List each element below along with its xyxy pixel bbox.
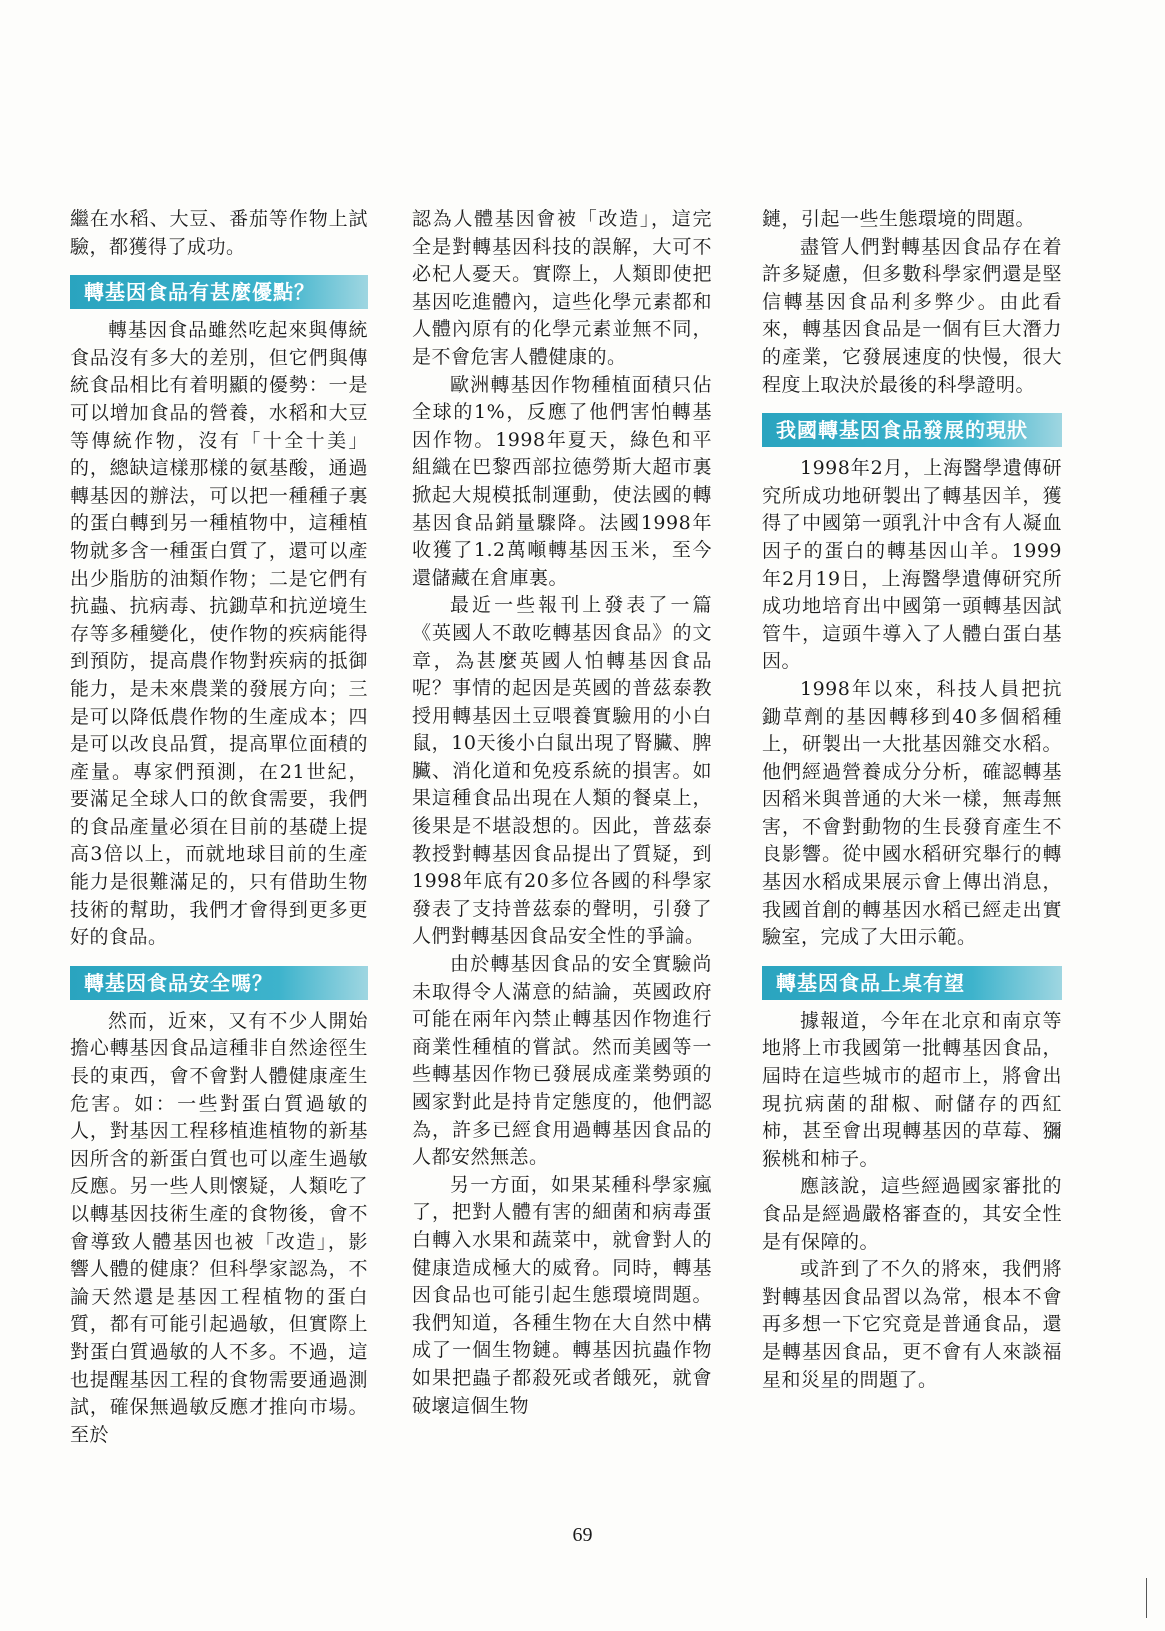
paragraph: 鏈，引起一些生態環境的問題。 [762,208,1036,230]
paragraph: 或許到了不久的將來，我們將對轉基因食品習以為常，根本不會再多想一下它究竟是普通食品，還是轉基因食品，更不會有人來談福星和災星的問題了。 [762,1258,1062,1391]
scan-edge-mark [1132,1578,1147,1618]
paragraph: 認為人體基因會被「改造」，這完全是對轉基因科技的誤解，大可不必杞人憂天。實際上，人類即使把基因吃進體內，這些化學元素都和人體內原有的化學元素並無不同，是不會危害人體健康的。 [412,208,712,368]
paragraph: 盡管人們對轉基因食品存在着許多疑慮，但多數科學家們還是堅信轉基因食品利多弊少。由此看來，轉基因食品是一個有巨大潛力的產業，它發展速度的快慢，很大程度上取決於最後的科學證明。 [762,235,1062,396]
paragraph: 另一方面，如果某種科學家瘋了，把對人體有害的細菌和病毒蛋白轉入水果和蔬菜中，就會對人的健康造成極大的威脅。同時，轉基因食品也可能引起生態環境問題。我們知道，各種生物在大自然中構成了一個生物鏈。轉基因抗蟲作物如果把蟲子都殺死或者餓死，就會破壞這個生物 [412,1173,712,1417]
section-heading-safety: 轉基因食品安全嗎？ [70,966,368,1000]
column-3 [762,206,1062,1394]
paragraph: 歐洲轉基因作物種植面積只佔全球的1%，反應了他們害怕轉基因作物。1998年夏天，綠色和平組織在巴黎西部拉德勞斯大超市裏掀起大規模抵制運動，使法國的轉基因食品銷量驟降。法國1998年收獲了1.2萬噸轉基因玉米，至今還儲藏在倉庫裏。 [412,373,712,589]
paragraph: 1998年2月，上海醫學遺傳研究所成功地研製出了轉基因羊，獲得了中國第一頭乳汁中含有人凝血因子的蛋白的轉基因山羊。1999年2月19日，上海醫學遺傳研究所成功地培育出中國第一頭轉基因試管牛，這頭牛導入了人體白蛋白基因。 [762,457,1062,673]
paragraph: 繼在水稻、大豆、番茄等作物上試驗，都獲得了成功。 [70,208,368,258]
paragraph: 1998年以來，科技人員把抗鋤草劑的基因轉移到40多個稻種上，研製出一大批基因雜交水稻。他們經過營養成分分析，確認轉基因稻米與普通的大米一樣，無毒無害，不會對動物的生長發育產生不良影響。從中國水稻研究舉行的轉基因水稻成果展示會上傳出消息，我國首創的轉基因水稻已經走出實驗室，完成了大田示範。 [762,677,1062,949]
page-number: 69 [572,1524,593,1546]
paragraph: 由於轉基因食品的安全實驗尚未取得令人滿意的結論，英國政府可能在兩年內禁止轉基因作物進行商業性種植的嘗試。然而美國等一些轉基因作物已發展成產業勢頭的國家對此是持肯定態度的，他們認為，許多已經食用過轉基因食品的人都安然無恙。 [412,953,712,1169]
section-heading-status: 我國轉基因食品發展的現狀 [762,413,1062,447]
section-heading-advantages: 轉基因食品有甚麼優點？ [70,275,368,309]
paragraph: 最近一些報刊上發表了一篇《英國人不敢吃轉基因食品》的文章，為甚麼英國人怕轉基因食品呢？事情的起因是英國的普茲泰教授用轉基因土豆喂養實驗用的小白鼠，10天後小白鼠出現了腎臟、脾臟、消化道和免疫系統的損害。如果這種食品出現在人類的餐桌上，後果是不堪設想的。因此，普茲泰教授對轉基因食品提出了質疑，到1998年底有20多位各國的科學家發表了支持普茲泰的聲明，引發了人們對轉基因食品安全性的爭論。 [412,594,712,948]
paragraph: 轉基因食品雖然吃起來與傳統食品沒有多大的差別，但它們與傳統食品相比有着明顯的優勢：一是可以增加食品的營養，水稻和大豆等傳統作物，沒有「十全十美」的，總缺這樣那樣的氨基酸，通過轉基因的辦法，可以把一種種子裏的蛋白轉到另一種植物中，這種植物就多含一種蛋白質了，還可以產出少脂肪的油類作物；二是它們有抗蟲、抗病毒、抗鋤草和抗逆境生存等多種變化，使作物的疾病能得到預防，提高農作物對疾病的抵御能力，是未來農業的發展方向；三是可以降低農作物的生產成本；四是可以改良品質，提高單位面積的產量。專家們預測，在21世紀，要滿足全球人口的飲食需要，我們的食品產量必須在目前的基礎上提高3倍以上，而就地球目前的生產能力是很難滿足的，只有借助生物技術的幫助，我們才會得到更多更好的食品。 [70,319,368,949]
column-2 [412,206,712,1420]
section-heading-market: 轉基因食品上桌有望 [762,966,1062,1000]
paragraph: 然而，近來，又有不少人開始擔心轉基因食品這種非自然途徑生長的東西，會不會對人體健康產生危害。如：一些對蛋白質過敏的人，對基因工程移植進植物的新基因所含的新蛋白質也可以產生過敏反應。另一些人則懷疑，人類吃了以轉基因技術生產的食物後，會不會導致人體基因也被「改造」，影響人體的健康？但科學家認為，不論天然還是基因工程植物的蛋白質，都有可能引起過敏，但實際上對蛋白質過敏的人不多。不過，這也提醒基因工程的食物需要通過測試，確保無過敏反應才推向市場。至於 [70,1009,368,1446]
column-1 [70,206,368,1449]
paragraph: 應該說，這些經過國家審批的食品是經過嚴格審查的，其安全性是有保障的。 [762,1175,1062,1253]
paragraph: 據報道，今年在北京和南京等地將上市我國第一批轉基因食品，屆時在這些城市的超市上，將會出現抗病菌的甜椒、耐儲存的西紅柿，甚至會出現轉基因的草莓、獼猴桃和柿子。 [762,1009,1062,1170]
